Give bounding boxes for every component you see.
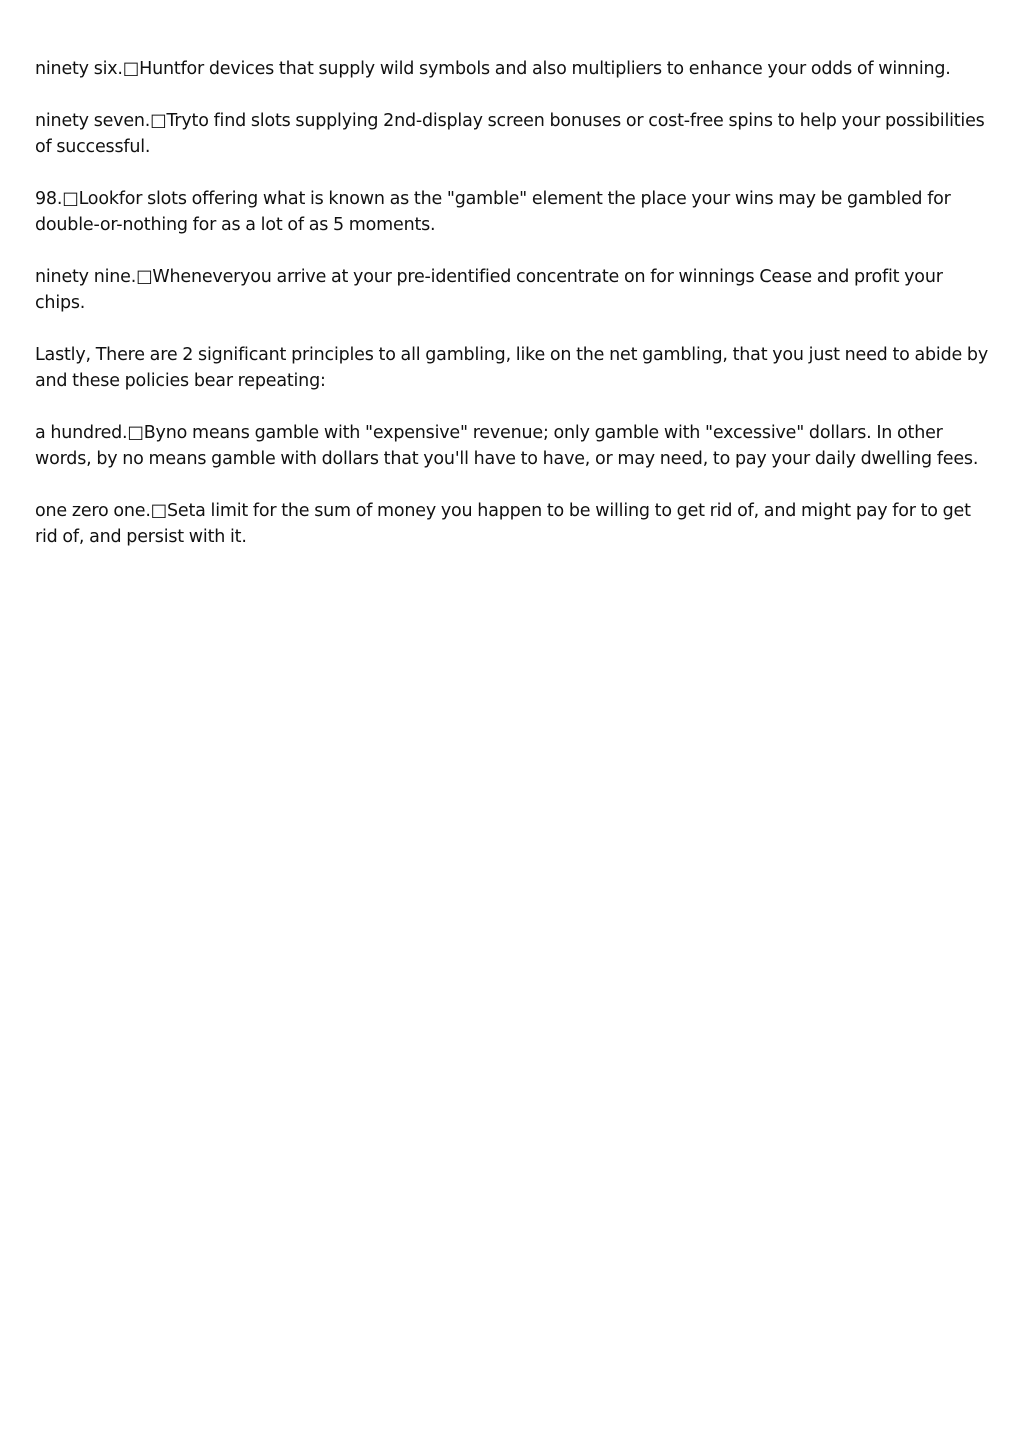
paragraph-99: ninety nine.□Wheneveryou arrive at your pre-identified concentrate on for winnings Cease and profit your chips.	[35, 267, 943, 313]
paragraph-101: one zero one.□Seta limit for the sum of money you happen to be willing to get rid of, and might pay for to get rid of, and persist with it.	[35, 501, 971, 547]
paragraph-100: a hundred.□Byno means gamble with "expensive" revenue; only gamble with "excessive" dollars. In other words, by no means gamble with dollars that you'll have to have, or may need, to pay your daily dwelling fees.	[35, 423, 979, 469]
paragraph-96: ninety six.□Huntfor devices that supply wild symbols and also multipliers to enhance your odds of winning.	[35, 59, 951, 79]
paragraph-principles: Lastly, There are 2 significant principles to all gambling, like on the net gambling, that you just need to abide by and these policies bear repeating:	[35, 345, 988, 391]
paragraph-97: ninety seven.□Tryto find slots supplying 2nd-display screen bonuses or cost-free spins to help your possibilities of successful.	[35, 111, 985, 157]
document-body	[35, 56, 995, 576]
paragraph-98: 98.□Lookfor slots offering what is known as the "gamble" element the place your wins may be gambled for double-or-nothing for as a lot of as 5 moments.	[35, 189, 951, 235]
